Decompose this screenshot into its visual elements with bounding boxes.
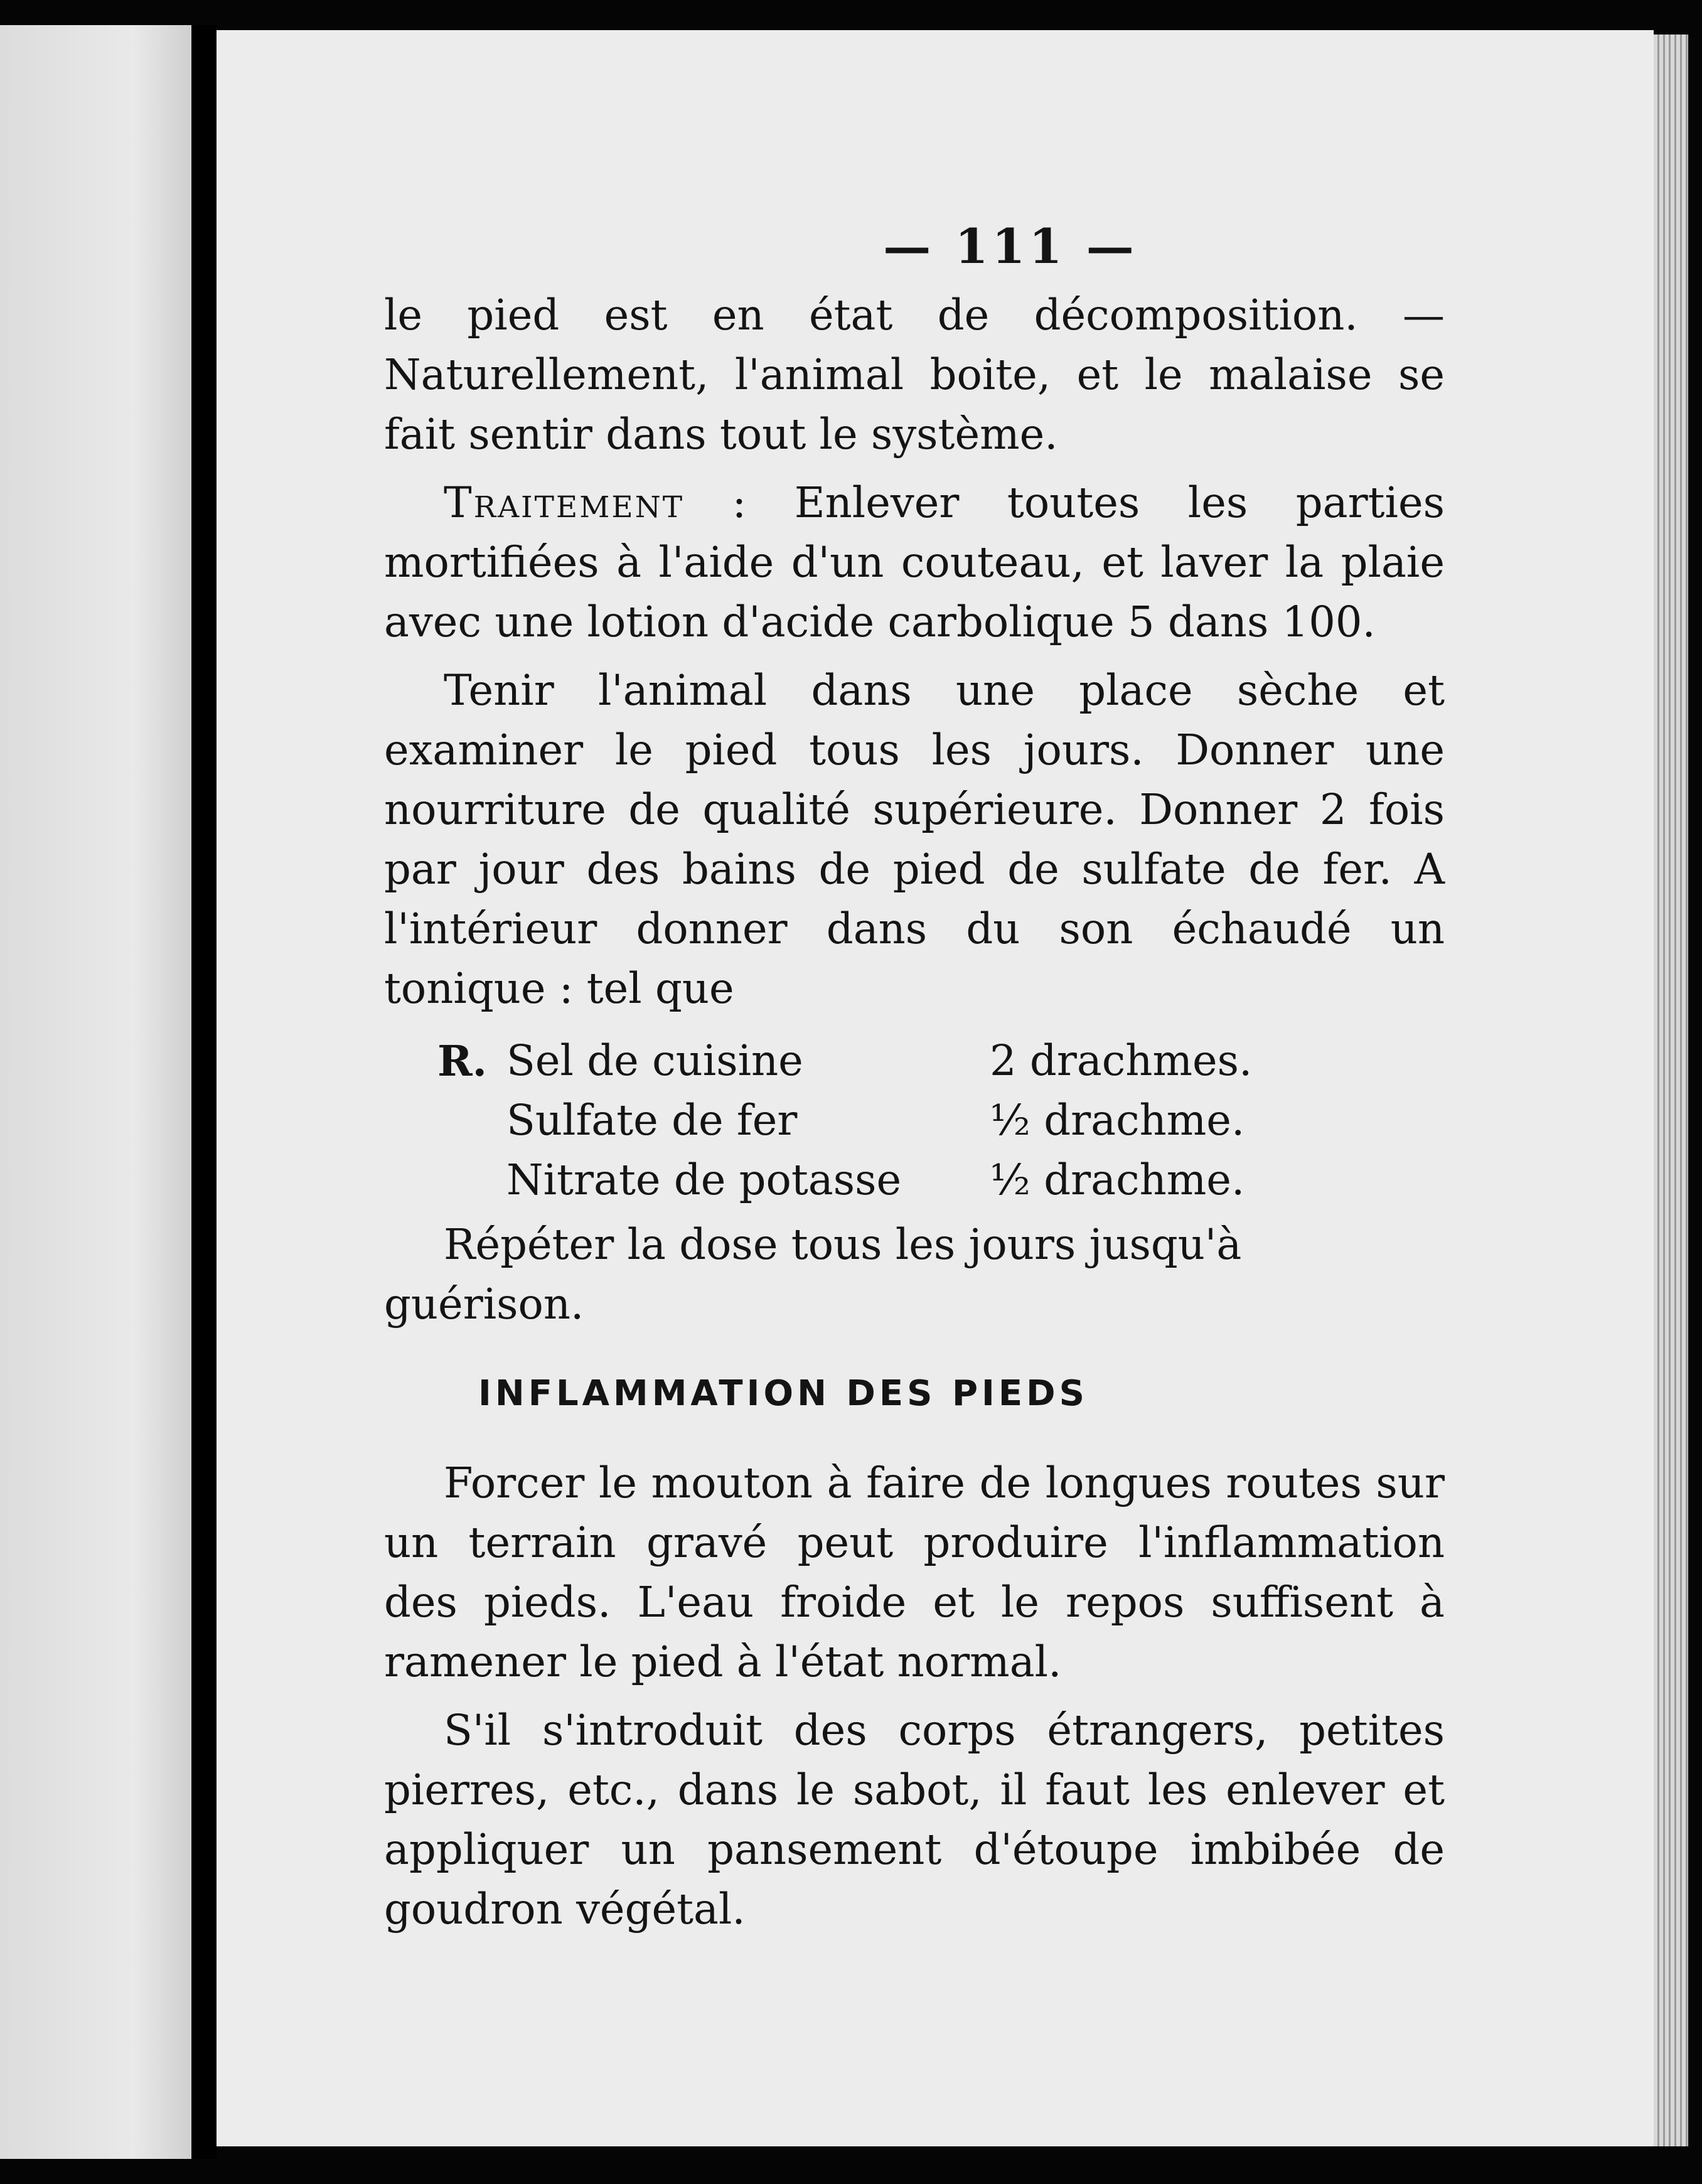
recipe-item-qty: ½ drachme. [990, 1096, 1245, 1145]
recipe-item-qty: 2 drachmes. [990, 1036, 1253, 1085]
page-number: — 111 — [883, 218, 1138, 274]
book-gutter [191, 25, 217, 2159]
paragraph-foreign-bodies: S'il s'introduit des corps étrangers, petites pierres, etc., dans le sabot, il faut les enlever et appliquer un pansement d'étoupe imbibée de goudron végétal. [384, 1706, 1445, 1934]
recipe-block [437, 1031, 1445, 1210]
paragraph-traitement [384, 473, 1445, 652]
section-heading: INFLAMMATION DES PIEDS [478, 1373, 1088, 1414]
page-stack-edge [1654, 35, 1688, 2146]
recipe-row [437, 1031, 1445, 1091]
traitement-body: : Enlever toutes les parties mortifiées à l'aide d'un couteau, et laver la plaie avec une lotion d'acide carbolique 5 dans 100. [384, 478, 1445, 646]
recipe-item-name: Sel de cuisine [506, 1036, 803, 1085]
traitement-label: Traitement [444, 478, 685, 527]
facing-page-edge [0, 25, 191, 2159]
recipe-mark-spacer [437, 1150, 506, 1210]
recipe-item-name: Nitrate de potasse [506, 1155, 902, 1204]
page-text [384, 286, 1445, 1939]
recipe-item-qty: ½ drachme. [990, 1155, 1245, 1204]
recipe-row [437, 1091, 1445, 1150]
paragraph-repeat: Répéter la dose tous les jours jusqu'à guérison. [384, 1220, 1242, 1329]
recipe-mark-spacer [437, 1091, 506, 1150]
recipe-row [437, 1150, 1445, 1210]
recipe-item-name: Sulfate de fer [506, 1096, 798, 1145]
paragraph-care: Tenir l'animal dans une place sèche et examiner le pied tous les jours. Donner une nourriture de qualité supérieure. Donner 2 fois par jour des bains de pied de sulfate de fer. A l'intérieur donner dans du son échaudé un tonique : tel que [384, 666, 1445, 1013]
paragraph-inflammation: Forcer le mouton à faire de longues routes sur un terrain gravé peut produire l'inflammation des pieds. L'eau froide et le repos suffisent à ramener le pied à l'état normal. [384, 1459, 1445, 1686]
paragraph-decomposition: le pied est en état de décomposition. — Naturellement, l'animal boite, et le malaise se fait sentir dans tout le système. [384, 291, 1445, 459]
recipe-mark: R. [437, 1036, 488, 1086]
